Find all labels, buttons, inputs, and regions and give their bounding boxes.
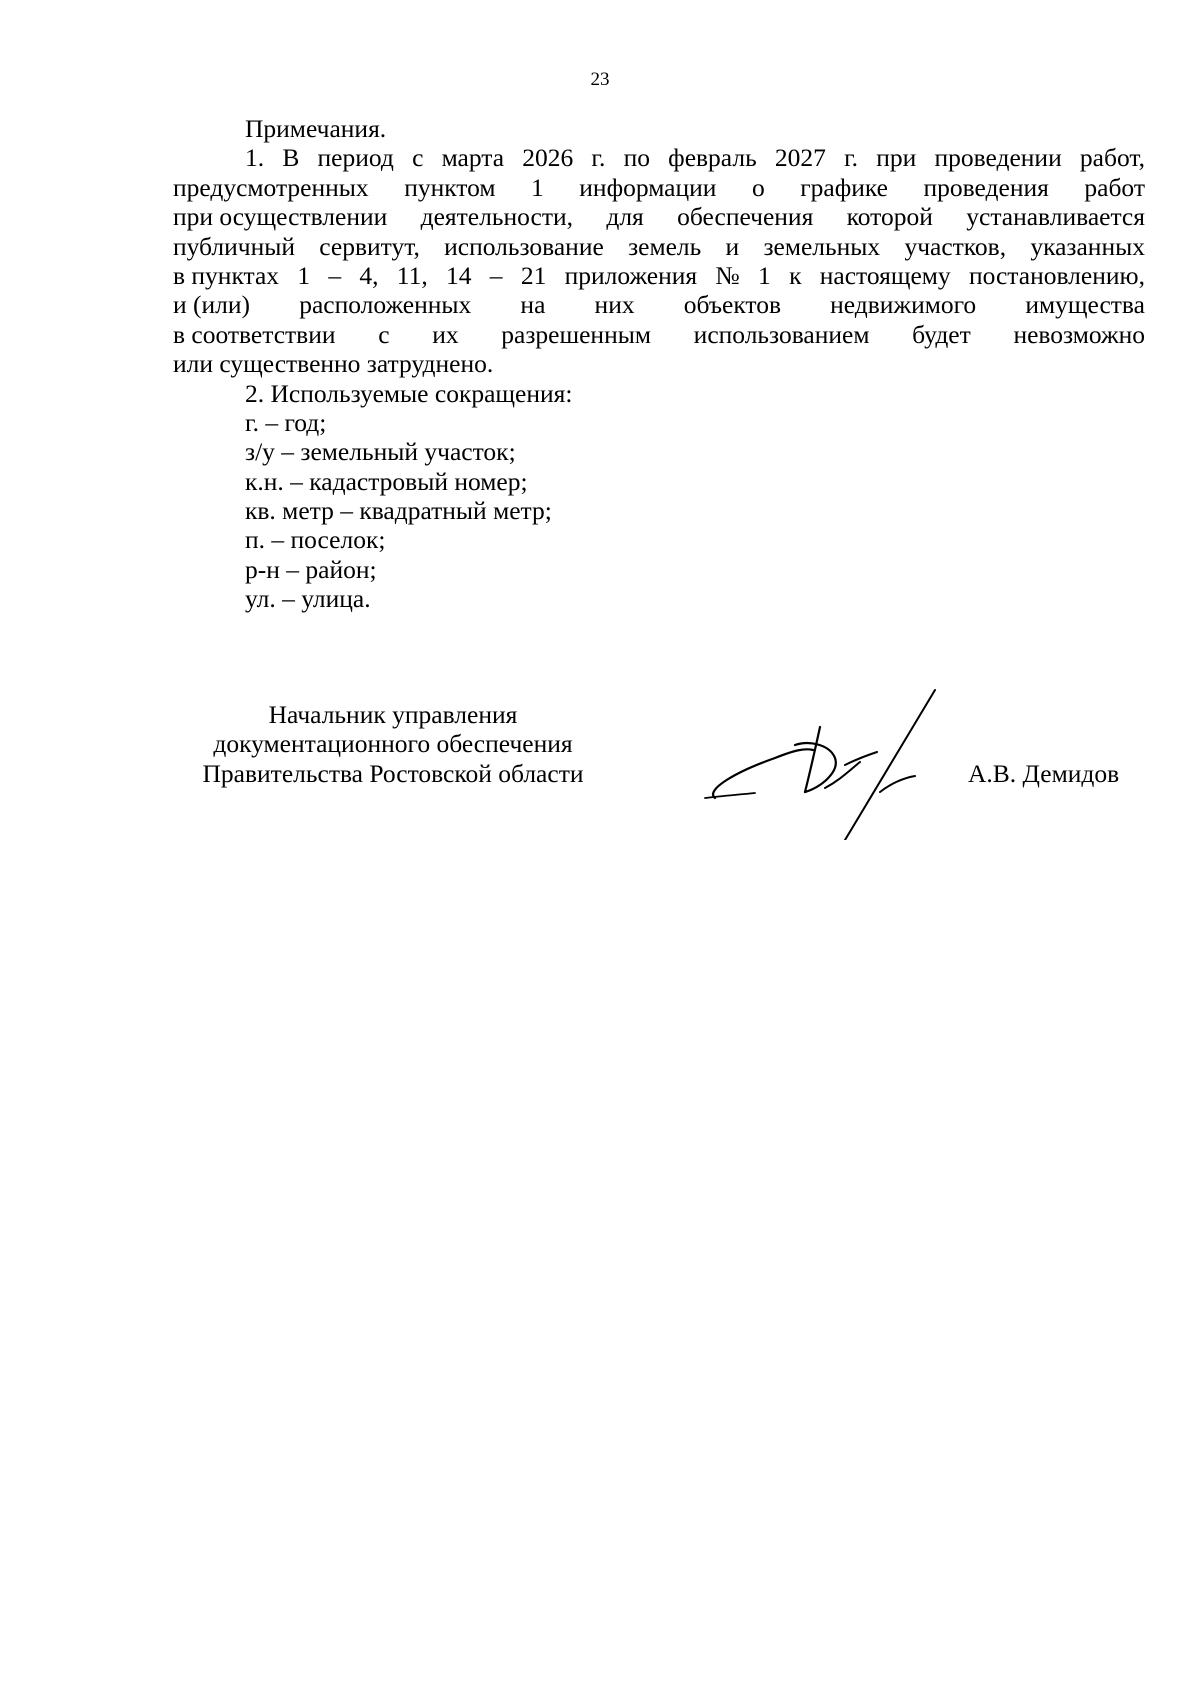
note-1-line xyxy=(173,173,1145,202)
abbreviation-item: р-н – район; xyxy=(245,554,377,584)
word: устанавливается xyxy=(966,202,1145,232)
word: настоящему xyxy=(819,260,951,290)
word: постановлению, xyxy=(968,260,1145,290)
note-1-line xyxy=(173,202,1145,231)
word: работ, xyxy=(1079,143,1145,173)
word: в пунктах xyxy=(173,260,280,290)
word: публичный xyxy=(173,231,296,261)
word: № xyxy=(715,260,740,290)
abbreviation-item: к.н. – кадастровый номер; xyxy=(245,466,528,496)
word: деятельности, xyxy=(420,202,573,232)
word: с xyxy=(412,143,424,173)
abbreviation-item: ул. – улица. xyxy=(245,584,371,614)
word: графике xyxy=(800,172,888,202)
word: и xyxy=(725,231,740,261)
note-1-line xyxy=(173,290,1145,319)
word: разрешенным xyxy=(501,319,651,349)
word: и (или) xyxy=(173,290,251,320)
word: о xyxy=(751,172,765,202)
word: для xyxy=(606,202,644,232)
word: земель xyxy=(628,231,702,261)
word: использование xyxy=(444,231,604,261)
word: по xyxy=(623,143,650,173)
abbreviation-item: з/у – земельный участок; xyxy=(245,437,516,467)
word: 11, xyxy=(396,260,428,290)
word: 1 xyxy=(297,260,311,290)
signatory-position-line: документационного обеспечения xyxy=(213,729,573,759)
word: указанных xyxy=(1030,231,1145,261)
word: – xyxy=(328,260,342,290)
abbreviation-item: кв. метр – квадратный метр; xyxy=(245,496,552,526)
note-1-line xyxy=(173,232,1145,261)
word: 1 xyxy=(758,260,771,290)
word: их xyxy=(432,319,459,349)
word: работ xyxy=(1084,172,1145,202)
word: – xyxy=(489,260,503,290)
word: них xyxy=(594,290,635,320)
word: использованием xyxy=(693,319,870,349)
word: 2026 xyxy=(522,143,574,173)
word: участков, xyxy=(904,231,1007,261)
word: имущества xyxy=(1025,290,1145,320)
abbreviation-item: г. – год; xyxy=(245,407,327,437)
word: В xyxy=(282,143,300,173)
word: обеспечения xyxy=(677,202,814,232)
notes-section xyxy=(173,114,1145,614)
word: с xyxy=(378,319,390,349)
word: невозможно xyxy=(1013,319,1145,349)
word: марта xyxy=(441,143,505,173)
word: при осуществлении xyxy=(173,202,388,232)
word: недвижимого xyxy=(830,290,977,320)
page-number: 23 xyxy=(590,69,610,90)
word: г. xyxy=(591,143,606,173)
word: к xyxy=(789,260,802,290)
word: период xyxy=(317,143,394,173)
signatory-position-line: Начальник управления xyxy=(268,700,518,729)
word: г. xyxy=(844,143,859,173)
abbreviation-item: п. – поселок; xyxy=(245,525,386,555)
note-1-line xyxy=(173,320,1145,349)
word: расположенных xyxy=(299,290,472,320)
word: информации xyxy=(579,172,717,202)
word: 1. xyxy=(245,143,265,173)
note-1-line xyxy=(173,261,1145,290)
word: сервитут, xyxy=(319,231,420,261)
word: будет xyxy=(912,319,971,349)
word: приложения xyxy=(564,260,698,290)
word: 21 xyxy=(520,260,547,290)
note-1-line: или существенно затруднено. xyxy=(173,349,494,379)
note-2-heading: 2. Используемые сокращения: xyxy=(245,378,573,408)
word: 4, xyxy=(359,260,379,290)
signatory-position-line: Правительства Ростовской области xyxy=(202,758,584,788)
word: в соответствии xyxy=(173,319,336,349)
word: пунктом xyxy=(404,172,496,202)
word: 2027 xyxy=(774,143,826,173)
word: 1 xyxy=(531,172,544,202)
signer-name: А.В. Демидов xyxy=(968,759,1120,788)
handwritten-signature xyxy=(665,680,965,840)
word: проведения xyxy=(923,172,1049,202)
word: при xyxy=(876,143,917,173)
word: земельных xyxy=(763,231,881,261)
notes-heading: Примечания. xyxy=(245,114,387,143)
word: февраль xyxy=(668,143,757,173)
word: объектов xyxy=(683,290,781,320)
word: на xyxy=(520,290,546,320)
word: 14 xyxy=(446,260,472,290)
word: предусмотренных xyxy=(173,172,369,202)
note-1-line xyxy=(173,143,1145,172)
word: которой xyxy=(846,202,933,232)
word: проведении xyxy=(934,143,1062,173)
signatory-position xyxy=(173,700,613,788)
